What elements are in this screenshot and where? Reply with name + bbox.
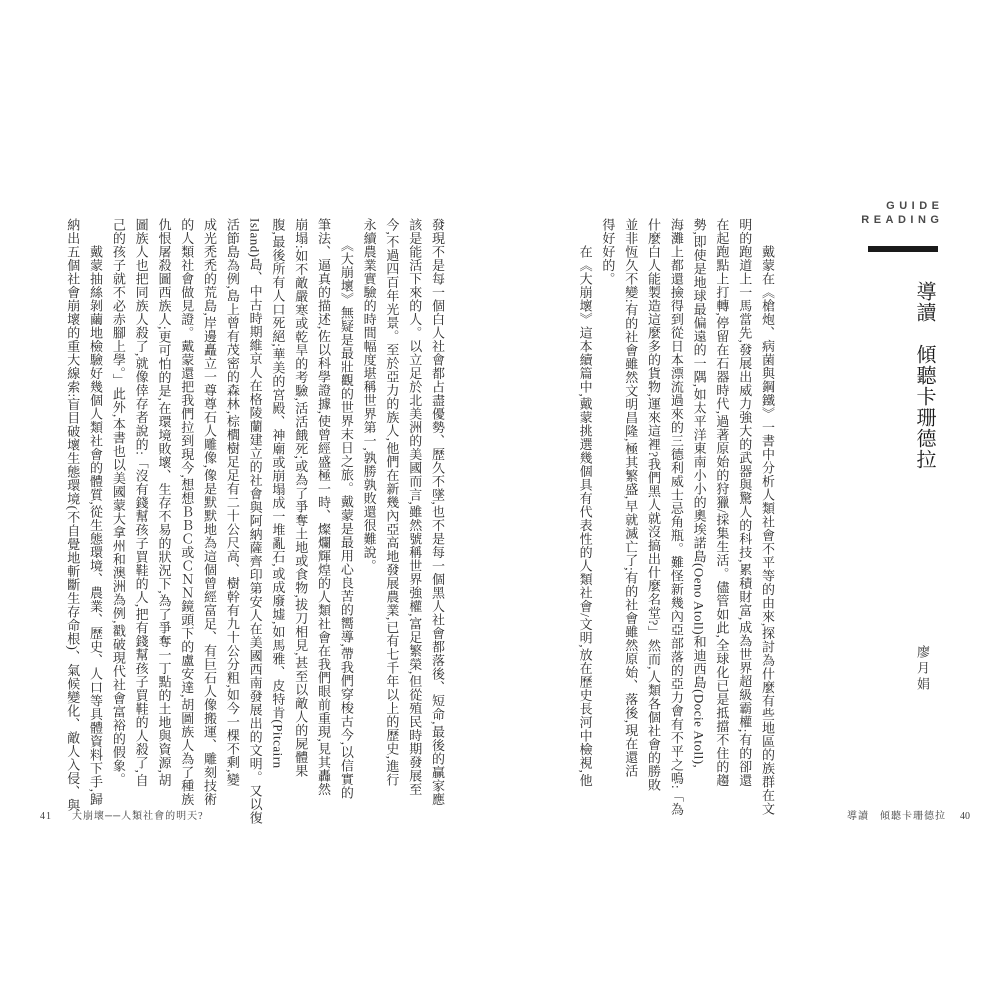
guide-reading-line1: GUIDE [886,200,944,212]
text-column: 在起跑點上打轉,停留在石器時代,過著原始的狩獵/採集生活。儘管如此,全球化已是抵擋不住的趨 [714,218,730,787]
chapter-title: 導讀 傾聽卡珊德拉 [913,281,935,470]
text-column: 成光禿禿的荒島,岸邊矗立一尊尊石人雕像,像是默默地為這個曾經富足、有巨石人像搬運、雕刻技術 [202,218,218,806]
text-column: 今,不過四百年光景。至於亞力的族人,他們在新幾內亞高地發展農業,已有七千年以上的歷史,進行 [384,218,400,787]
text-column: 什麼白人能製造這麼多的貨物,運來這裡?我們黑人就沒搞出什麼名堂?」然而,人類各個社會的勝敗 [646,218,662,792]
text-column: 圖族人也把同族人殺了,就像倖存者說的:「沒有錢幫孩子買鞋的人,把有錢幫孩子買鞋的人殺了,自 [133,218,149,787]
right-page [500,0,1000,1000]
text-column: 海灘上都還撿得到從日本漂流過來的三德利威士忌角瓶。難怪新幾內亞部落的亞力會有不平之鳴:「為 [668,218,684,817]
text-column: 崩塌:如不敵嚴寒或乾旱的考驗,活活餓死;或為了爭奪土地或食物,拔刀相見,甚至以敵人的屍體果 [293,218,309,778]
guide-reading-line2: READING [861,214,944,226]
text-column: 納出五個社會崩壞的重大線索:盲目破壞生態環境(不自覺地斬斷生存命根)、氣候變化、敵人入侵、與 [65,218,81,813]
text-column: 勢,即使是地球最偏遠的一隅,如太平洋東南小小的奧埃諾島(Oeno Atoll)和迪西島(Docie Atoll), [691,218,707,769]
text-column: 己的孩子就不必赤腳上學。」此外,本書也以美國蒙大拿州和澳洲為例,戳破現代社會富裕的假象。 [110,218,126,786]
right-page-text [573,218,778,817]
author-name: 廖月娟 [915,645,930,693]
text-column: 的人類社會做見證。戴蒙還把我們拉到現今,想想ＢＢＣ或ＣＮＮ鏡頭下的盧安達,胡圖族人為了種族 [179,218,195,806]
text-column: 該是能活下來的人。以立足於北美洲的美國而言,雖然號稱世界強權,富足繁榮,但從殖民時期發展至 [407,218,423,797]
text-column: 明的跑道上一馬當先,發展出威力強大的武器與驚人的科技,累積財富,成為世界超級霸權;有的卻還 [737,218,753,787]
text-column: 筆法、逼真的描述,佐以科學證據,使曾經盛極一時、燦爛輝煌的人類社會在我們眼前重現,見其轟然 [316,218,332,797]
page-number: 41 [40,811,52,822]
guide-reading-label [861,199,944,227]
text-column: 仇恨屠殺圖西族人;更可怕的是,在環境敗壞、生存不易的狀況下,為了爭奪一丁點的土地與資源,胡 [156,218,172,787]
text-column: 戴蒙抽絲剝繭地檢驗好幾個人類社會的體質,從生態環境、農業、歷史、人口等具體資料下手,歸 [88,218,104,806]
text-column: 活節島為例,島上曾有茂密的森林,棕櫚樹足足有二十公尺高、樹幹有九十公分粗,如今一棵不剩,變 [224,218,240,787]
text-column: 戴蒙在《槍炮、病菌與鋼鐵》一書中分析人類社會不平等的由來,探討為什麼有些地區的族群在文 [760,218,775,816]
text-column: 得好好的。 [600,218,616,286]
title-rule [868,246,938,252]
running-chapter: 傾聽卡珊德拉 [880,811,946,822]
left-page-footer [40,807,204,822]
running-book-title: 大崩壞──人類社會的明天? [72,811,204,822]
text-column: 發現不是每一個白人社會都占盡優勢、歷久不墜,也不是每一個黑人社會都落後、短命,最後的贏家應 [430,218,445,806]
text-column: 永續農業實驗的時間幅度堪稱世界第一,孰勝孰敗還很難說。 [361,218,377,573]
text-column: 《大崩壞》無疑是最壯觀的世界末日之旅。戴蒙是最用心良苦的嚮導,帶我們穿梭古今,以信實的 [338,218,354,800]
right-page-footer [847,807,970,822]
running-section: 導讀 [847,811,869,822]
text-column: 在《大崩壞》這本續篇中,戴蒙挑選幾個具有代表性的人類社會/文明,放在歷史長河中檢視,他 [577,218,593,787]
text-column: 腹,最後所有人口死絕;華美的宮殿、神廟或崩塌成一堆亂石,或成廢墟,如馬雅、皮特肯(Pitcairn [270,218,286,769]
text-column: 並非恆久不變:有的社會雖然文明昌隆,極其繁盛,早就滅亡了;有的社會雖然原始、落後,現在還活 [623,218,639,778]
page-number: 40 [960,811,970,822]
text-column: Island)島、中古時期維京人在格陵蘭建立的社會與阿納薩齊印第安人在美國西南發展出的文明。又以復 [247,218,263,825]
